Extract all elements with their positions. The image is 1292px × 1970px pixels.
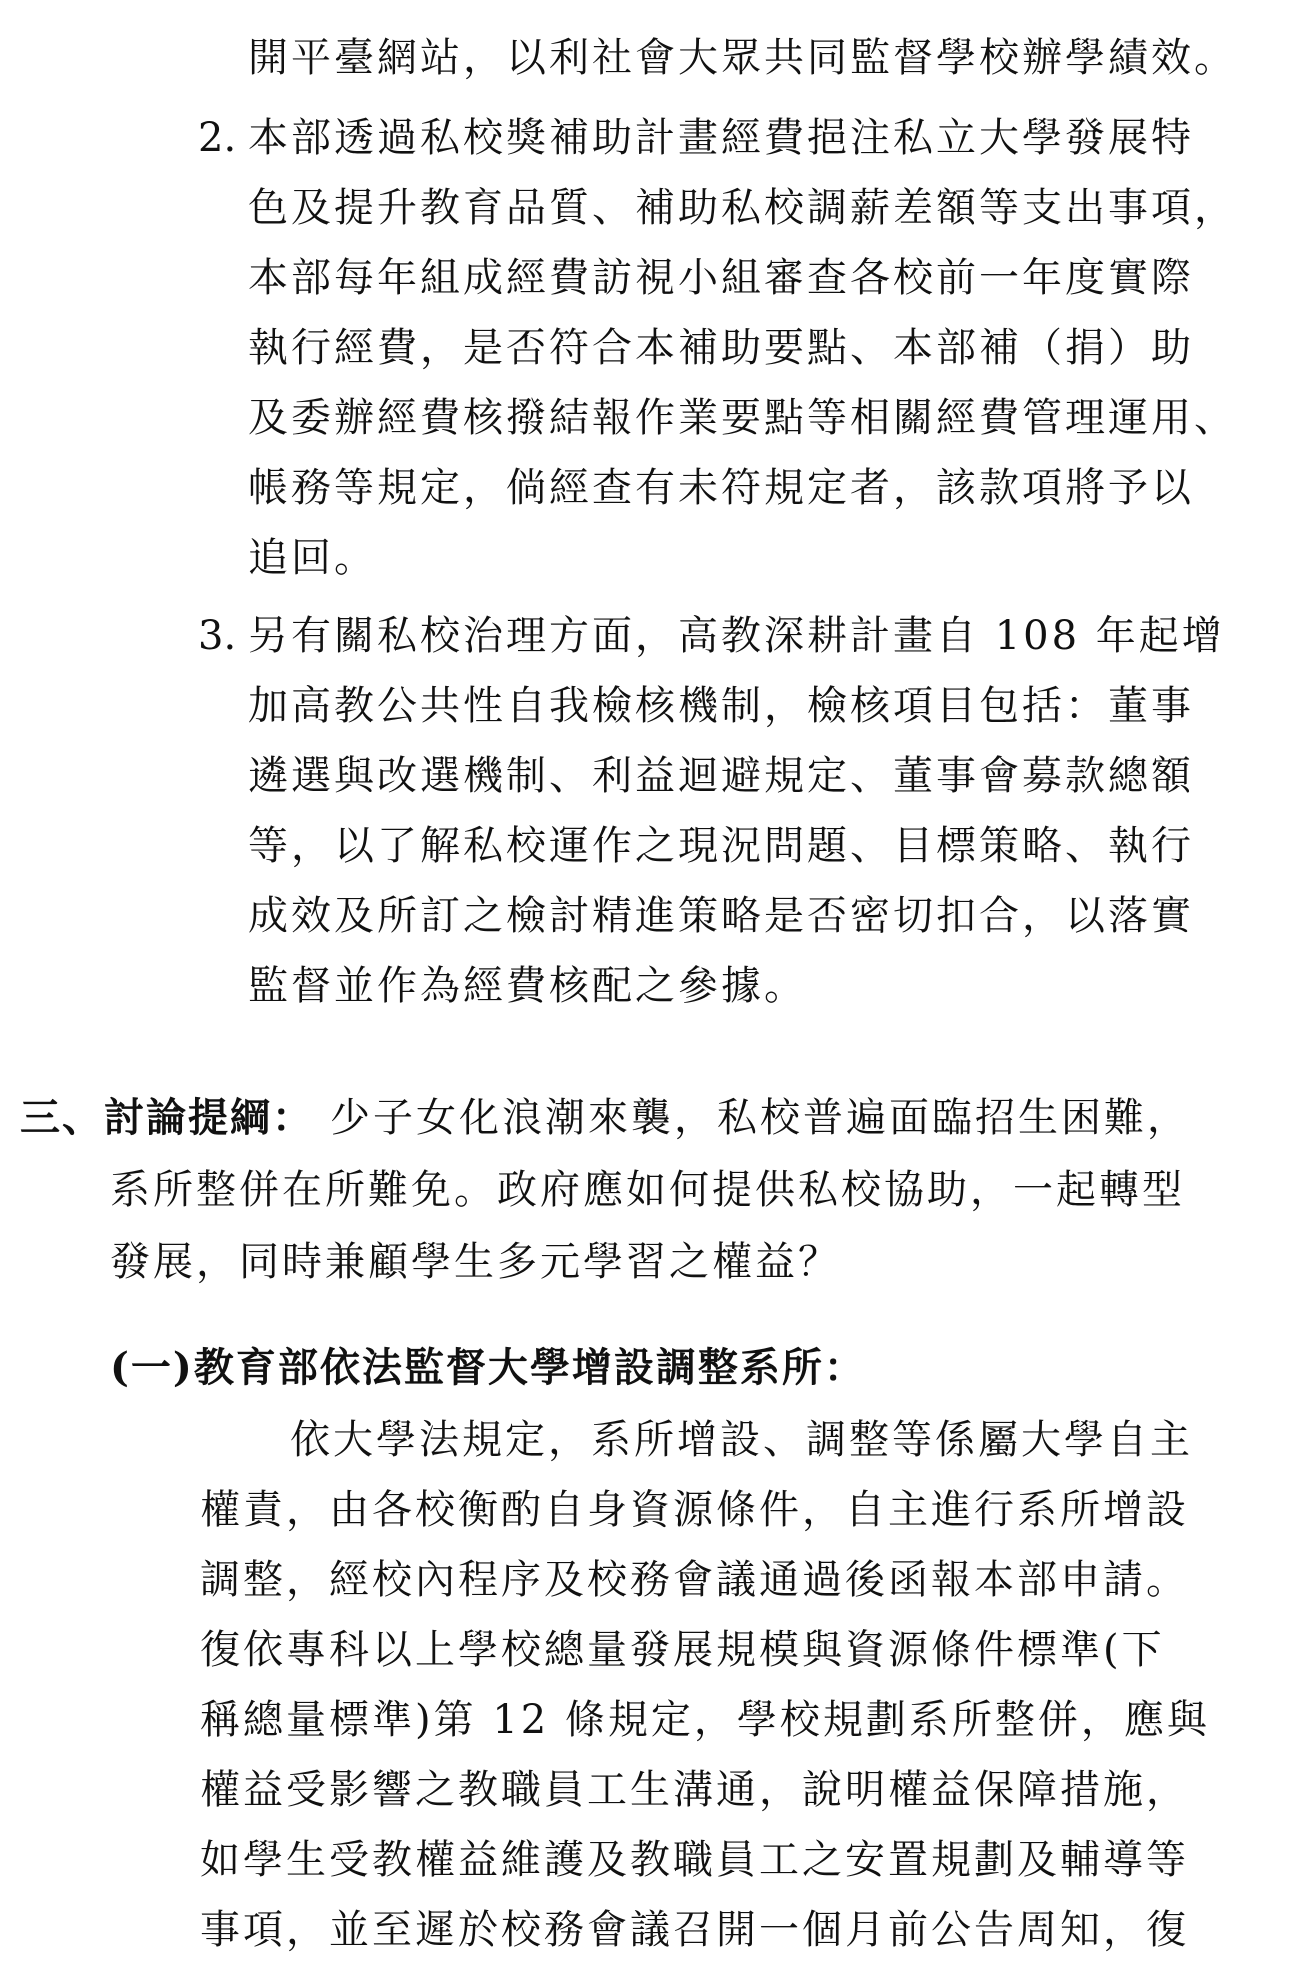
item2-number: 2.: [198, 115, 237, 161]
subsection1-line-5: 稱總量標準)第 12 條規定，學校規劃系所整併，應與: [200, 1697, 1210, 1743]
item2-line-2: 色及提升教育品質、補助私校調薪差額等支出事項，: [248, 185, 1237, 231]
section3-line-2: 系所整併在所難免。政府應如何提供私校協助，一起轉型: [110, 1167, 1185, 1213]
item2-line-7: 追回。: [248, 535, 377, 581]
item2-line-1: 本部透過私校獎補助計畫經費挹注私立大學發展特: [248, 115, 1194, 161]
item2-line-6: 帳務等規定，倘經查有未符規定者，該款項將予以: [248, 465, 1194, 511]
item2-line-3: 本部每年組成經費訪視小組審查各校前一年度實際: [248, 255, 1194, 301]
subsection1-line-7: 如學生受教權益維護及教職員工之安置規劃及輔導等: [200, 1837, 1189, 1883]
subsection1-line-6: 權益受影響之教職員工生溝通，說明權益保障措施，: [200, 1767, 1189, 1813]
item3-line-4: 等，以了解私校運作之現況問題、目標策略、執行: [248, 823, 1194, 869]
item3-line-2: 加高教公共性自我檢核機制，檢核項目包括：董事: [248, 683, 1194, 729]
subsection1-line-2: 權責，由各校衡酌自身資源條件，自主進行系所增設: [200, 1487, 1189, 1533]
section3-line-3: 發展，同時兼顧學生多元學習之權益？: [110, 1239, 841, 1285]
item2-line-4: 執行經費，是否符合本補助要點、本部補（捐）助: [248, 325, 1194, 371]
item3-line-1: 另有關私校治理方面，高教深耕計畫自 108 年起增: [248, 613, 1225, 659]
subsection1-line-3: 調整，經校內程序及校務會議通過後函報本部申請。: [200, 1557, 1189, 1603]
item3-line-3: 遴選與改選機制、利益迴避規定、董事會募款總額: [248, 753, 1194, 799]
subsection1-line-1: 依大學法規定，系所增設、調整等係屬大學自主: [290, 1417, 1193, 1463]
section3-line-1: 少子女化浪潮來襲，私校普遍面臨招生困難，: [330, 1095, 1190, 1141]
item2-line-5: 及委辦經費核撥結報作業要點等相關經費管理運用、: [248, 395, 1237, 441]
item3-line-5: 成效及所訂之檢討精進策略是否密切扣合，以落實: [248, 893, 1194, 939]
item3-line-6: 監督並作為經費核配之參據。: [248, 963, 807, 1009]
section3-heading: 三、討論提綱：: [20, 1094, 314, 1141]
subsection1-line-8: 事項，並至遲於校務會議召開一個月前公告周知，復: [200, 1907, 1189, 1953]
subsection1-heading: (一)教育部依法監督大學增設調整系所：: [110, 1344, 866, 1391]
item3-number: 3.: [198, 613, 237, 659]
item1-line-1: 開平臺網站，以利社會大眾共同監督學校辦學績效。: [248, 35, 1237, 81]
subsection1-line-4: 復依專科以上學校總量發展規模與資源條件標準(下: [200, 1627, 1165, 1673]
